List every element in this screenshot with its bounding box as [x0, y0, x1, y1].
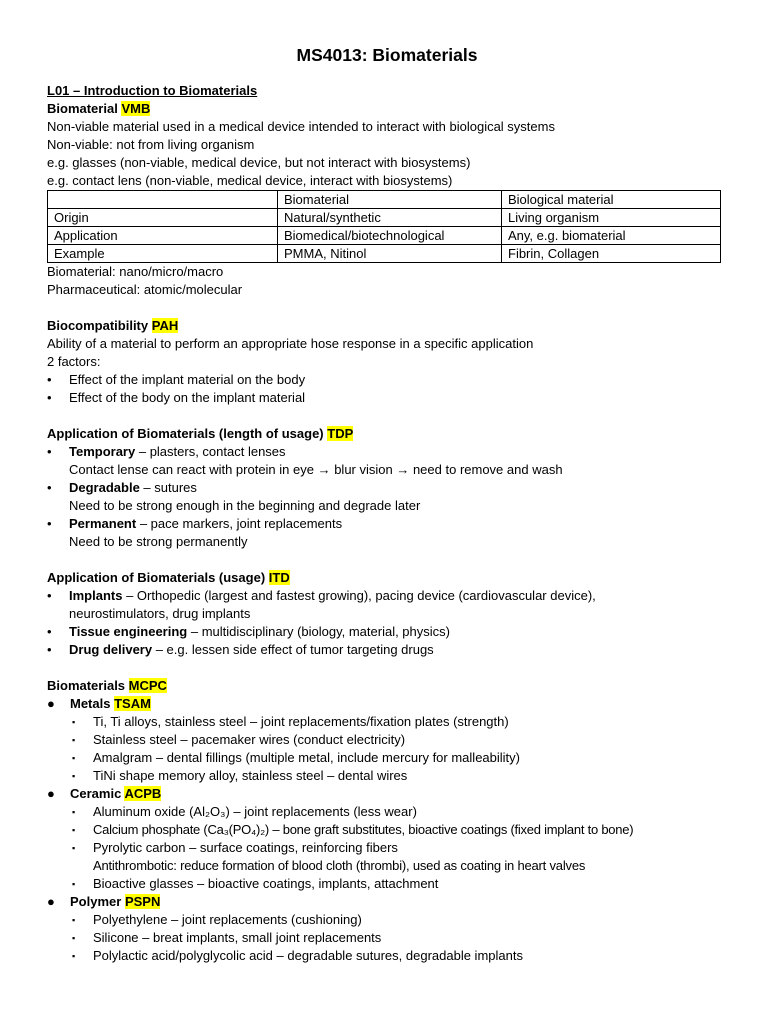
- square-bullet-icon: ▪: [72, 915, 76, 925]
- note-text: need to remove and wash: [409, 462, 563, 477]
- bullet-icon: •: [47, 480, 52, 495]
- square-bullet-icon: ▪: [72, 951, 76, 961]
- note-text: Contact lense can react with protein in eye: [69, 462, 318, 477]
- text-line: Pharmaceutical: atomic/molecular: [47, 282, 243, 297]
- mnemonic-tag: ACPB: [124, 786, 162, 801]
- item-text: – sutures: [139, 480, 197, 495]
- item-text: Silicone – breat implants, small joint replacements: [93, 930, 382, 945]
- sub-list-item: [47, 803, 727, 821]
- sub-list-item: [47, 875, 727, 893]
- text-line: Ability of a material to perform an appropriate hose response in a specific application: [47, 336, 534, 351]
- sub-list-item: [47, 821, 727, 839]
- comparison-table: [47, 190, 721, 263]
- square-bullet-icon: ▪: [72, 825, 76, 835]
- square-bullet-icon: ▪: [72, 753, 76, 763]
- item-text: Pyrolytic carbon – surface coatings, reinforcing fibers: [93, 840, 398, 855]
- list-item: [47, 479, 727, 497]
- heading-text: Biomaterials: [47, 678, 126, 693]
- page-title: MS4013: Biomaterials: [296, 45, 478, 65]
- heading-text: Application of Biomaterials (usage): [47, 570, 266, 585]
- term: Tissue engineering: [69, 624, 188, 639]
- text-line: Biomaterial: nano/micro/macro: [47, 264, 224, 279]
- bullet-icon: •: [47, 390, 52, 405]
- mnemonic-tag: VMB: [121, 101, 151, 116]
- term: Drug delivery: [69, 642, 153, 657]
- mnemonic-tag: TDP: [327, 426, 354, 441]
- spacer: [47, 659, 727, 677]
- table-header-row: [48, 191, 721, 209]
- bullet-icon: ●: [47, 696, 55, 711]
- item-text: – Orthopedic (largest and fastest growing), pacing device (cardiovascular device),: [122, 588, 596, 603]
- square-bullet-icon: ▪: [72, 735, 76, 745]
- item-text: – e.g. lessen side effect of tumor targeting drugs: [152, 642, 434, 657]
- item-text: Effect of the body on the implant material: [69, 390, 306, 405]
- spacer: [47, 407, 727, 425]
- square-bullet-icon: ▪: [72, 807, 76, 817]
- list-item: [47, 371, 727, 389]
- biocompatibility-heading: [47, 317, 727, 335]
- text-line: e.g. glasses (non-viable, medical device, but not interact with biosystems): [47, 155, 471, 170]
- sub-list-item: [47, 749, 727, 767]
- mnemonic-tag: ITD: [268, 570, 290, 585]
- bullet-icon: ●: [47, 894, 55, 909]
- application-length-heading: [47, 425, 727, 443]
- list-item: [47, 389, 727, 407]
- mnemonic-tag: PSPN: [124, 894, 161, 909]
- text-line: 2 factors:: [47, 354, 101, 369]
- square-bullet-icon: ▪: [72, 933, 76, 943]
- table-cell: Fibrin, Collagen: [502, 245, 721, 263]
- term: Implants: [69, 588, 123, 603]
- square-bullet-icon: ▪: [72, 843, 76, 853]
- heading-text: Application of Biomaterials (length of usage): [47, 426, 324, 441]
- table-row: [48, 227, 721, 245]
- table-cell: Living organism: [502, 209, 721, 227]
- list-item: [47, 587, 727, 605]
- bullet-icon: •: [47, 372, 52, 387]
- list-item: [47, 623, 727, 641]
- item-label: Polymer: [70, 894, 122, 909]
- table-cell: Application: [48, 227, 278, 245]
- document-body: [47, 82, 727, 965]
- section-heading-l01: L01 – Introduction to Biomaterials: [47, 83, 258, 98]
- list-item: [47, 515, 727, 533]
- spacer: [47, 551, 727, 569]
- sub-list-item: [47, 947, 727, 965]
- bullet-icon: •: [47, 444, 52, 459]
- mnemonic-tag: MCPC: [128, 678, 167, 693]
- table-cell: [48, 191, 278, 209]
- item-text: Aluminum oxide (Al₂O₃) – joint replacements (less wear): [93, 804, 417, 819]
- sub-list-item: [47, 731, 727, 749]
- item-text: Amalgram – dental fillings (multiple metal, include mercury for malleability): [93, 750, 520, 765]
- item-text: – plasters, contact lenses: [135, 444, 286, 459]
- square-bullet-icon: ▪: [72, 771, 76, 781]
- item-text: Polyethylene – joint replacements (cushioning): [93, 912, 362, 927]
- spacer: [47, 299, 727, 317]
- square-bullet-icon: ▪: [72, 879, 76, 889]
- table-cell: Origin: [48, 209, 278, 227]
- item-text: Bioactive glasses – bioactive coatings, implants, attachment: [93, 876, 439, 891]
- heading-text: Biocompatibility: [47, 318, 149, 333]
- heading-text: Biomaterial: [47, 101, 118, 116]
- table-cell: Example: [48, 245, 278, 263]
- table-cell: Biological material: [502, 191, 721, 209]
- item-note: Need to be strong permanently: [69, 534, 248, 549]
- item-text: Polylactic acid/polyglycolic acid – degradable sutures, degradable implants: [93, 948, 523, 963]
- mnemonic-tag: PAH: [151, 318, 179, 333]
- sub-list-item: [47, 839, 727, 857]
- item-text: Calcium phosphate (Ca₃(PO₄)₂) – bone graft substitutes, bioactive coatings (fixed implant to bone): [93, 822, 634, 837]
- item-text: Effect of the implant material on the body: [69, 372, 306, 387]
- arrow-right-icon: →: [396, 462, 410, 477]
- term: Degradable: [69, 480, 140, 495]
- item-note: [47, 461, 727, 479]
- list-item-metals: [47, 695, 727, 713]
- bullet-icon: •: [47, 516, 52, 531]
- bullet-icon: ●: [47, 786, 55, 801]
- item-label: Ceramic: [70, 786, 122, 801]
- item-text: Ti, Ti alloys, stainless steel – joint replacements/fixation plates (strength): [93, 714, 509, 729]
- item-text: TiNi shape memory alloy, stainless steel – dental wires: [93, 768, 408, 783]
- sub-list-item: [47, 713, 727, 731]
- list-item-polymer: [47, 893, 727, 911]
- mnemonic-tag: TSAM: [114, 696, 151, 711]
- list-item-ceramic: [47, 785, 727, 803]
- bullet-icon: •: [47, 588, 52, 603]
- biomaterial-heading: [47, 100, 727, 118]
- bullet-icon: •: [47, 624, 52, 639]
- item-text: – multidisciplinary (biology, material, physics): [187, 624, 450, 639]
- list-item: [47, 641, 727, 659]
- application-usage-heading: [47, 569, 727, 587]
- text-line: e.g. contact lens (non-viable, medical device, interact with biosystems): [47, 173, 453, 188]
- bullet-icon: •: [47, 642, 52, 657]
- sub-list-item: [47, 911, 727, 929]
- table-cell: Biomedical/biotechnological: [278, 227, 502, 245]
- sub-list-item: [47, 767, 727, 785]
- biomaterials-classes-heading: [47, 677, 727, 695]
- term: Permanent: [69, 516, 137, 531]
- item-label: Metals: [70, 696, 111, 711]
- text-line: Non-viable material used in a medical device intended to interact with biological systems: [47, 119, 555, 134]
- note-text: blur vision: [330, 462, 397, 477]
- item-text: – pace markers, joint replacements: [136, 516, 343, 531]
- item-note: Need to be strong enough in the beginning and degrade later: [69, 498, 421, 513]
- square-bullet-icon: ▪: [72, 717, 76, 727]
- table-cell: Any, e.g. biomaterial: [502, 227, 721, 245]
- table-row: [48, 245, 721, 263]
- term: Temporary: [69, 444, 136, 459]
- item-text: Stainless steel – pacemaker wires (conduct electricity): [93, 732, 406, 747]
- table-cell: Natural/synthetic: [278, 209, 502, 227]
- text-line: Non-viable: not from living organism: [47, 137, 255, 152]
- arrow-right-icon: →: [317, 462, 331, 477]
- table-cell: PMMA, Nitinol: [278, 245, 502, 263]
- item-note: Antithrombotic: reduce formation of blood cloth (thrombi), used as coating in heart valves: [93, 858, 586, 873]
- list-item: [47, 443, 727, 461]
- item-note: neurostimulators, drug implants: [69, 606, 251, 621]
- table-row: [48, 209, 721, 227]
- table-cell: Biomaterial: [278, 191, 502, 209]
- sub-list-item: [47, 929, 727, 947]
